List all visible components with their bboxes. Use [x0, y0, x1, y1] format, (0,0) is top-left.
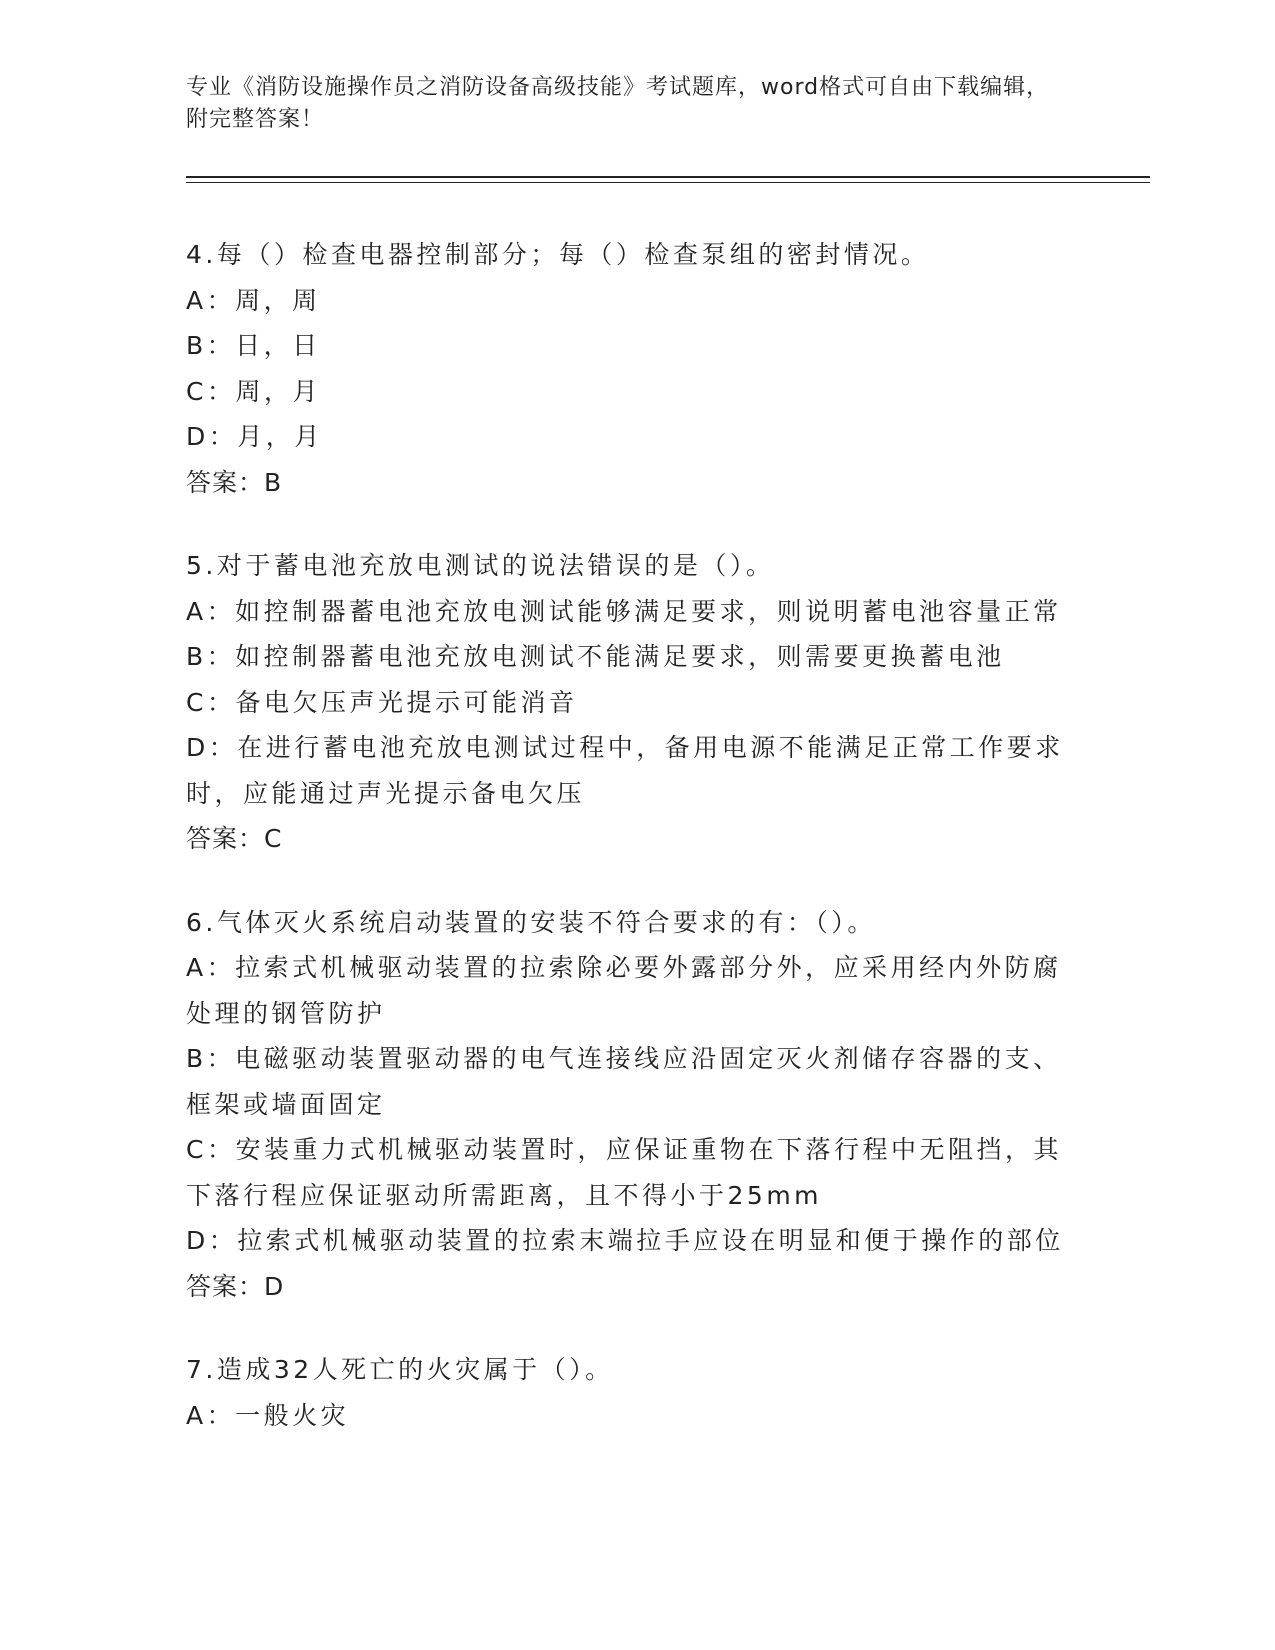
question-list: [186, 232, 1086, 1476]
answer-line: 答案：C: [186, 824, 283, 853]
header-divider-thin: [186, 182, 1150, 183]
option-a: A：周，周: [186, 285, 321, 315]
option-d: D：在进行蓄电池充放电测试过程中，备用电源不能满足正常工作要求时，应能通过声光提示备电欠压: [186, 733, 1064, 808]
question-text: 4.每（）检查电器控制部分；每（）检查泵组的密封情况。: [186, 240, 930, 269]
question-6: [186, 900, 1086, 1310]
question-4: [186, 232, 1086, 505]
question-text: 6.气体灭火系统启动装置的安装不符合要求的有：（）。: [186, 907, 876, 937]
question-text: 7.造成32人死亡的火灾属于（）。: [186, 1355, 614, 1384]
header-divider: [186, 176, 1150, 178]
option-a: A：拉索式机械驱动装置的拉索除必要外露部分外，应采用经内外防腐处理的钢管防护: [186, 953, 1062, 1028]
answer-line: 答案：B: [186, 467, 283, 497]
option-b: B：电磁驱动装置驱动器的电气连接线应沿固定灭火剂储存容器的支、框架或墙面固定: [186, 1044, 1062, 1119]
option-d: D：月，月: [186, 422, 323, 451]
option-a: A：如控制器蓄电池充放电测试能够满足要求，则说明蓄电池容量正常: [186, 596, 1062, 626]
option-c: C：安装重力式机械驱动装置时，应保证重物在下落行程中无阻挡，其下落行程应保证驱动所需距离，且不得小于25mm: [186, 1135, 1062, 1210]
answer-line: 答案：D: [186, 1271, 285, 1301]
document-header: 专业《消防设施操作员之消防设备高级技能》考试题库，word格式可自由下载编辑，附完整答案！: [186, 75, 1050, 132]
option-b: B：如控制器蓄电池充放电测试不能满足要求，则需要更换蓄电池: [186, 642, 1005, 671]
question-7: [186, 1347, 1086, 1438]
question-5: [186, 543, 1086, 862]
option-b: B：日，日: [186, 331, 321, 360]
option-a: A：一般火灾: [186, 1400, 350, 1430]
option-d: D：拉索式机械驱动装置的拉索末端拉手应设在明显和便于操作的部位: [186, 1226, 1064, 1255]
option-c: C：周，月: [186, 376, 321, 406]
option-c: C：备电欠压声光提示可能消音: [186, 687, 578, 717]
question-text: 5.对于蓄电池充放电测试的说法错误的是（）。: [186, 551, 775, 580]
